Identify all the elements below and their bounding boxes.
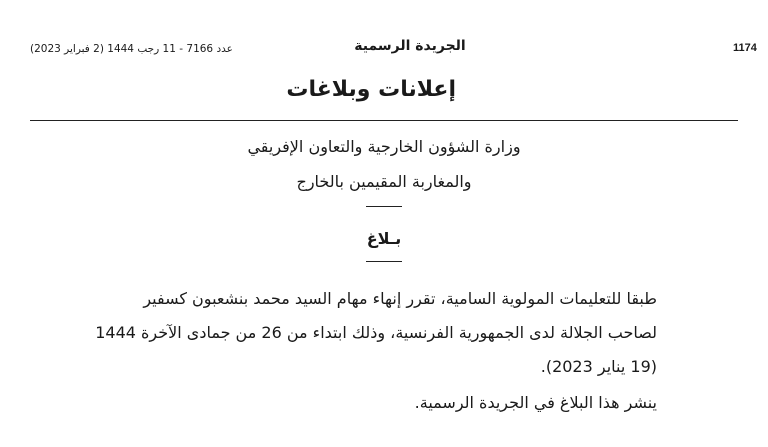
issue-info: عدد 7166 - 11 رجب 1444 (2 فبراير 2023) — [30, 43, 233, 55]
ministry-name-line-1: وزارة الشؤون الخارجية والتعاون الإفريقي — [247, 137, 521, 156]
page-number: 1174 — [733, 42, 757, 54]
body-line-1: طبقا للتعليمات المولوية السامية، تقرر إنهاء مهام السيد محمد بنشعبون كسفير — [143, 289, 657, 308]
notice-title: بـلاغ — [366, 229, 402, 248]
body-line-3: (19 يناير 2023). — [540, 357, 657, 376]
ministry-name-line-2: والمغاربة المقيمين بالخارج — [296, 172, 472, 191]
short-divider-top — [366, 206, 402, 207]
short-divider-bottom — [366, 261, 402, 262]
notice-body — [95, 282, 657, 384]
divider-rule — [30, 120, 738, 121]
gazette-name: الجريدة الرسمية — [354, 38, 466, 54]
page-header — [30, 38, 757, 62]
section-title: إعلانات وبلاغات — [286, 77, 456, 102]
closing-statement: ينشر هذا البلاغ في الجريدة الرسمية. — [414, 393, 657, 412]
body-line-2: لصاحب الجلالة لدى الجمهورية الفرنسية، وذلك ابتداء من 26 من جمادى الآخرة 1444 — [95, 323, 657, 342]
